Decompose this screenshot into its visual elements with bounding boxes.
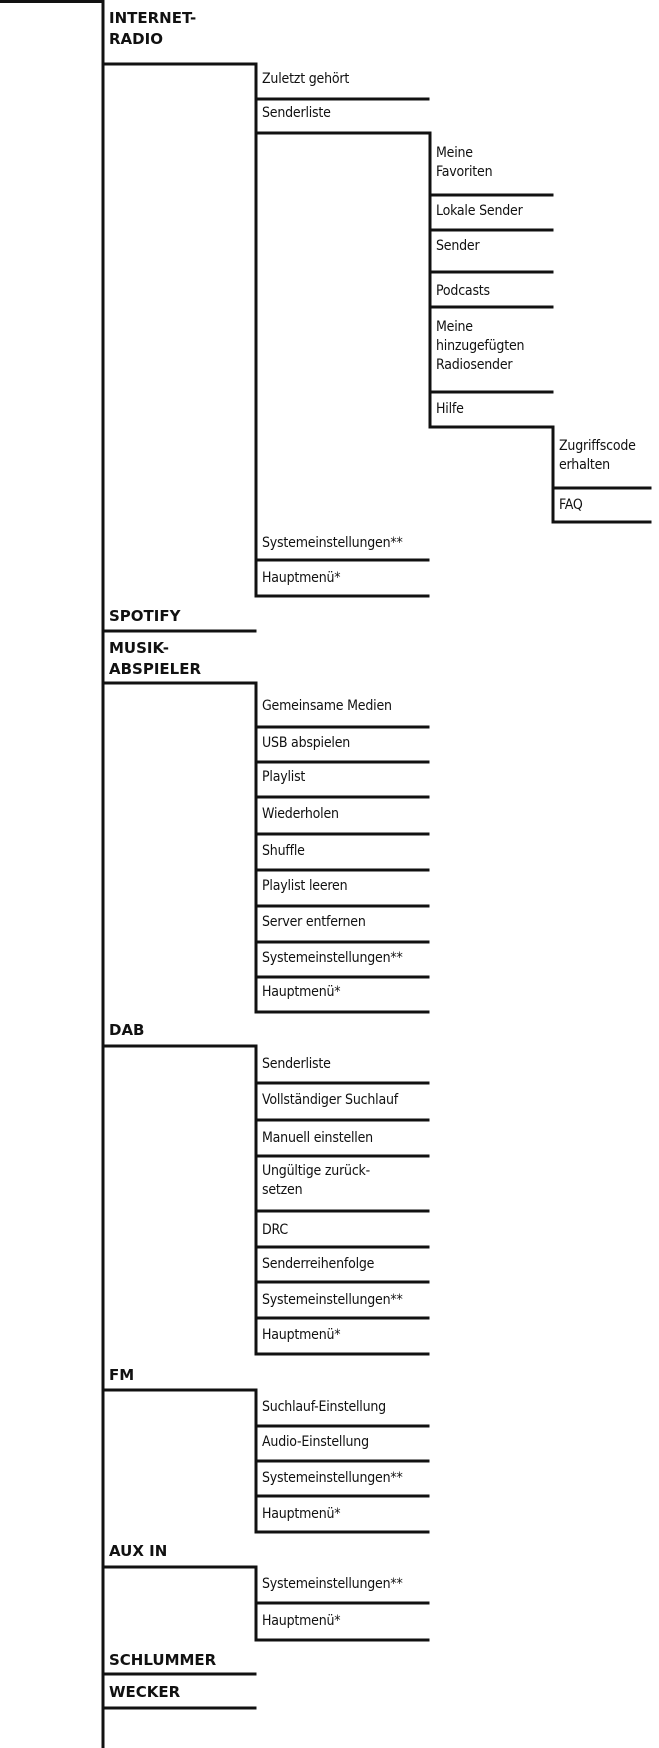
menu-item-senderreihenfolge (262, 1255, 374, 1274)
menu-item-label: Systemeinstellungen** (262, 1292, 403, 1308)
menu-item-label: Hauptmenü* (262, 1613, 341, 1629)
menu-item-label: ABSPIELER (109, 660, 202, 678)
menu-item-gemeinsame-medien (262, 697, 392, 716)
menu-item-lokale-sender (436, 202, 523, 221)
menu-item-musik-abspieler (109, 638, 201, 680)
menu-item-spotify (109, 606, 180, 627)
menu-item-label: Suchlauf-Einstellung (262, 1399, 386, 1415)
menu-item-label: Systemeinstellungen** (262, 1470, 403, 1486)
menu-item-ungueltige-zuruecksetzen (262, 1162, 370, 1200)
menu-item-playlist-leeren (262, 877, 347, 896)
menu-item-label: Wiederholen (262, 806, 339, 822)
menu-item-playlist (262, 768, 305, 787)
menu-item-label: hinzugefügten (436, 338, 525, 354)
menu-item-label: Manuell einstellen (262, 1130, 373, 1146)
menu-item-label: Sender (436, 238, 480, 254)
menu-item-meine-hinzugefuegten-radiosender (436, 318, 524, 375)
menu-item-server-entfernen (262, 913, 366, 932)
menu-item-hauptmenue (262, 1505, 340, 1524)
menu-item-label: Playlist leeren (262, 878, 348, 894)
menu-item-label: Systemeinstellungen** (262, 535, 403, 551)
menu-item-audio-einstellung (262, 1433, 369, 1452)
menu-item-label: Gemeinsame Medien (262, 698, 392, 714)
menu-item-hauptmenue (262, 569, 340, 588)
menu-item-label: USB abspielen (262, 735, 351, 751)
menu-item-sender (436, 237, 479, 256)
menu-item-label: Radiosender (436, 357, 513, 373)
menu-item-label: Senderliste (262, 105, 331, 121)
menu-item-label: Audio-Einstellung (262, 1434, 369, 1450)
menu-item-senderliste (262, 104, 331, 123)
menu-item-senderliste (262, 1055, 331, 1074)
menu-item-label: Hauptmenü* (262, 1506, 341, 1522)
menu-item-dab (109, 1020, 145, 1041)
menu-item-meine-favoriten (436, 144, 492, 182)
menu-item-hauptmenue (262, 1612, 340, 1631)
menu-item-label: Podcasts (436, 283, 490, 299)
menu-item-hauptmenue (262, 983, 340, 1002)
menu-item-label: Lokale Sender (436, 203, 523, 219)
menu-item-label: Systemeinstellungen** (262, 950, 403, 966)
menu-item-internet-radio (109, 8, 196, 50)
menu-item-systemeinstellungen (262, 949, 403, 968)
menu-item-label: FM (109, 1366, 135, 1384)
menu-item-fm (109, 1365, 134, 1386)
menu-item-label: Zuletzt gehört (262, 71, 350, 87)
menu-item-systemeinstellungen (262, 534, 403, 553)
menu-item-label: Ungültige zurück- (262, 1163, 370, 1179)
menu-item-zuletzt-gehoert (262, 70, 349, 89)
menu-item-hilfe (436, 400, 464, 419)
menu-item-label: Hauptmenü* (262, 570, 341, 586)
menu-item-label: RADIO (109, 30, 163, 48)
menu-item-drc (262, 1221, 288, 1240)
menu-item-systemeinstellungen (262, 1291, 403, 1310)
menu-item-label: Server entfernen (262, 914, 366, 930)
menu-item-label: Senderliste (262, 1056, 331, 1072)
menu-item-label: WECKER (109, 1683, 181, 1701)
menu-item-label: Hauptmenü* (262, 984, 341, 1000)
menu-item-systemeinstellungen (262, 1469, 403, 1488)
menu-item-label: Vollständiger Suchlauf (262, 1092, 398, 1108)
menu-item-label: Zugriffscode (559, 438, 636, 454)
menu-item-label: Systemeinstellungen** (262, 1576, 403, 1592)
menu-item-vollstaendiger-suchlauf (262, 1091, 398, 1110)
menu-item-wecker (109, 1682, 180, 1703)
menu-item-label: Favoriten (436, 164, 493, 180)
menu-item-label: setzen (262, 1182, 303, 1198)
menu-item-faq (559, 496, 583, 515)
menu-item-label: Hilfe (436, 401, 464, 417)
menu-item-zugriffscode-erhalten (559, 437, 636, 475)
menu-item-podcasts (436, 282, 490, 301)
menu-item-label: DAB (109, 1021, 145, 1039)
menu-item-systemeinstellungen (262, 1575, 403, 1594)
menu-item-label: Playlist (262, 769, 306, 785)
menu-item-label: erhalten (559, 457, 610, 473)
menu-item-label: SCHLUMMER (109, 1651, 217, 1669)
menu-item-usb-abspielen (262, 734, 350, 753)
menu-item-hauptmenue (262, 1326, 340, 1345)
menu-item-label: FAQ (559, 497, 583, 513)
menu-item-schlummer (109, 1650, 216, 1671)
menu-item-label: Senderreihenfolge (262, 1256, 375, 1272)
menu-item-label: INTERNET- (109, 9, 197, 27)
menu-item-label: DRC (262, 1222, 288, 1238)
menu-item-wiederholen (262, 805, 339, 824)
menu-item-label: Meine (436, 145, 473, 161)
menu-item-label: SPOTIFY (109, 607, 181, 625)
menu-item-label: Hauptmenü* (262, 1327, 341, 1343)
menu-item-aux-in (109, 1541, 167, 1562)
menu-item-label: AUX IN (109, 1542, 168, 1560)
menu-item-shuffle (262, 842, 305, 861)
menu-item-manuell-einstellen (262, 1129, 373, 1148)
menu-item-label: MUSIK- (109, 639, 170, 657)
menu-item-label: Shuffle (262, 843, 305, 859)
menu-item-label: Meine (436, 319, 473, 335)
menu-item-suchlauf-einstellung (262, 1398, 386, 1417)
